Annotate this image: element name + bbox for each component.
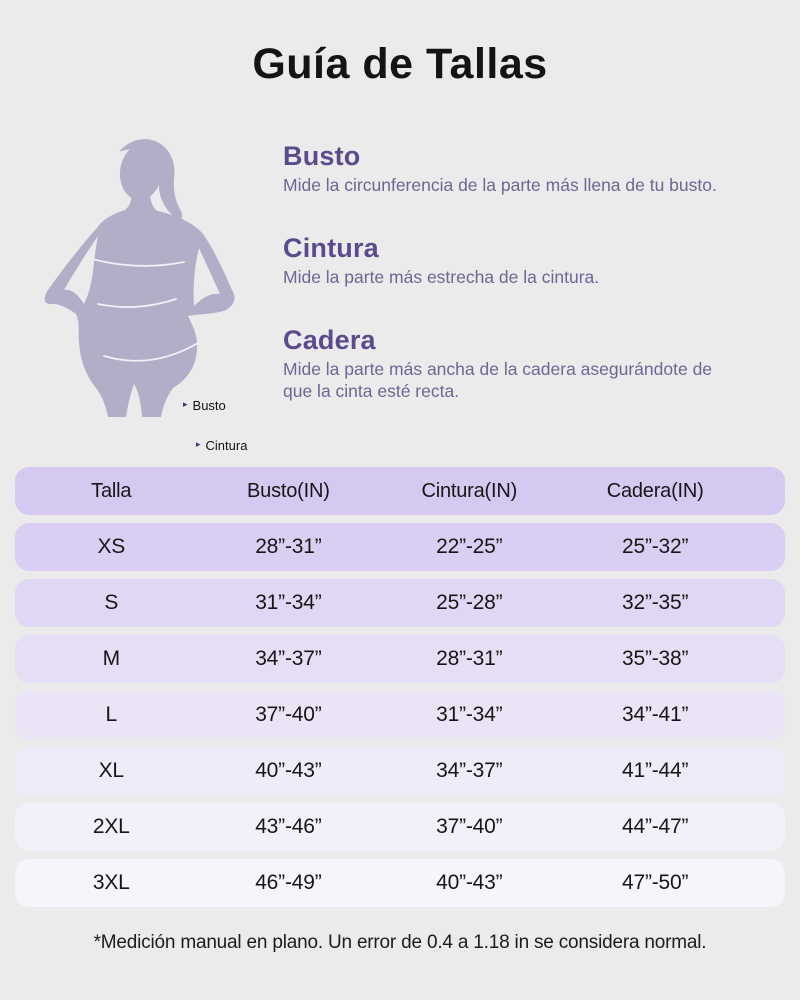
figure-label-busto [183, 398, 226, 413]
table-cell-cadera: 35”-38” [622, 647, 689, 670]
table-cell-cadera: 44”-47” [622, 815, 689, 838]
table-cell-cintura: 25”-28” [436, 591, 503, 614]
section-heading: Cadera [283, 325, 376, 355]
figure-label-text: Busto [192, 398, 226, 413]
table-header-cell: Cadera(IN) [606, 479, 704, 502]
table-cell-size: 3XL [92, 871, 130, 894]
section-cadera [283, 324, 788, 402]
section-description: Mide la parte más ancha de la cadera asegurándote de que la cinta esté recta. [283, 359, 713, 401]
table-cell-size: L [105, 703, 117, 726]
table-cell-size: M [102, 647, 120, 670]
section-heading: Cintura [283, 233, 379, 263]
page-title: Guía de Tallas [252, 40, 548, 88]
arrow-right-icon: ▸ [196, 440, 201, 450]
table-cell-cintura: 34”-37” [436, 759, 503, 782]
table-cell-busto: 31”-34” [255, 591, 322, 614]
section-description: Mide la parte más estrecha de la cintura. [283, 267, 600, 287]
section-description: Mide la circunferencia de la parte más llena de tu busto. [283, 175, 717, 195]
table-row-m [15, 635, 785, 683]
table-cell-cadera: 34”-41” [622, 703, 689, 726]
table-cell-busto: 46”-49” [255, 871, 322, 894]
measurement-instructions [283, 140, 788, 438]
table-cell-cadera: 32”-35” [622, 591, 689, 614]
figure-label-cintura [196, 438, 247, 453]
table-row-s [15, 579, 785, 627]
body-shape [45, 187, 235, 417]
table-cell-cintura: 37”-40” [436, 815, 503, 838]
woman-silhouette-graphic [40, 138, 240, 418]
table-cell-size: XS [97, 535, 126, 558]
table-row-xl [15, 747, 785, 795]
table-cell-size: 2XL [92, 815, 130, 838]
table-row-3xl [15, 859, 785, 907]
table-cell-size: S [104, 591, 119, 614]
figure-label-text: Cintura [205, 438, 248, 453]
arrow-right-icon: ▸ [183, 400, 188, 410]
table-cell-cadera: 41”-44” [622, 759, 689, 782]
table-row-xs [15, 523, 785, 571]
table-cell-cadera: 25”-32” [622, 535, 689, 558]
table-header-row [15, 467, 785, 515]
measurement-guide-section [0, 138, 800, 453]
table-row-2xl [15, 803, 785, 851]
size-table [15, 467, 785, 915]
body-silhouette-figure [40, 138, 240, 418]
table-cell-cintura: 22”-25” [436, 535, 503, 558]
section-cintura [283, 232, 788, 288]
table-header-cell: Cintura(IN) [421, 479, 518, 502]
table-row-l [15, 691, 785, 739]
section-busto [283, 140, 788, 196]
table-cell-cintura: 31”-34” [436, 703, 503, 726]
measurement-disclaimer: *Medición manual en plano. Un error de 0.4 a 1.18 in se considera normal. [93, 932, 707, 953]
table-cell-size: XL [98, 759, 124, 782]
table-cell-busto: 37”-40” [255, 703, 322, 726]
table-cell-busto: 40”-43” [255, 759, 322, 782]
table-cell-cintura: 40”-43” [436, 871, 503, 894]
table-cell-busto: 34”-37” [255, 647, 322, 670]
table-cell-busto: 28”-31” [255, 535, 322, 558]
table-cell-cintura: 28”-31” [436, 647, 503, 670]
table-cell-cadera: 47”-50” [622, 871, 689, 894]
section-heading: Busto [283, 141, 361, 171]
table-cell-busto: 43”-46” [255, 815, 322, 838]
table-header-cell: Busto(IN) [247, 479, 330, 502]
table-header-cell: Talla [91, 479, 132, 502]
